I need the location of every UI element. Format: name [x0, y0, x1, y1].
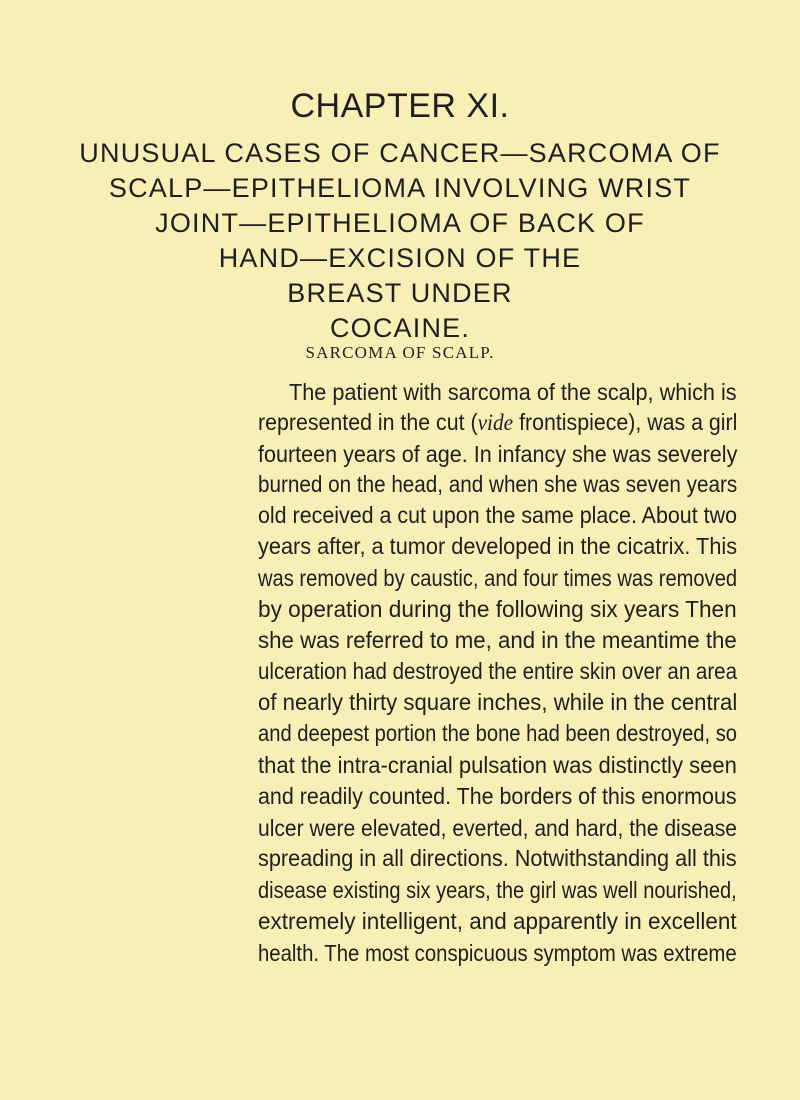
paragraph-line-8: by operation during the following six years Then	[258, 596, 737, 622]
section-title: SARCOMA OF SCALP.	[305, 343, 495, 362]
headline-line-5: BREAST UNDER	[287, 278, 513, 308]
paragraph-line-6: years after, a tumor developed in the cicatrix. This	[258, 533, 738, 559]
vide-italic-word: vide	[477, 410, 514, 435]
paragraph-line-15: ulcer were elevated, everted, and hard, the disease	[258, 815, 737, 841]
headline-line-1: UNUSUAL CASES OF CANCER—SARCOMA OF	[79, 138, 721, 168]
headline-line-2: SCALP—EPITHELIOMA INVOLVING WRIST	[108, 173, 692, 203]
paragraph-line-10: ulceration had destroyed the entire skin over an area	[258, 658, 737, 684]
paragraph-line-16: spreading in all directions. Notwithstanding all this	[258, 845, 737, 871]
paragraph-line-2-prefix: represented in the cut (	[258, 409, 478, 435]
paragraph-line-12: and deepest portion the bone had been destroyed, so	[258, 720, 738, 746]
paragraph-line-1: The patient with sarcoma of the scalp, which is	[289, 379, 737, 405]
chapter-title: CHAPTER XI.	[290, 87, 510, 125]
paragraph-line-7: was removed by caustic, and four times was removed	[258, 565, 738, 591]
headline-line-6: COCAINE.	[329, 313, 471, 343]
paragraph-line-9: she was referred to me, and in the meantime the	[258, 627, 737, 653]
paragraph-line-5: old received a cut upon the same place. About two	[258, 502, 737, 528]
paragraph-line-13: that the intra-cranial pulsation was distinctly seen	[258, 752, 737, 778]
headline-line-3: JOINT—EPITHELIOMA OF BACK OF	[155, 208, 645, 238]
paragraph-line-18: extremely intelligent, and apparently in excellent	[258, 908, 737, 934]
paragraph-line-4: burned on the head, and when she was seven years	[258, 471, 738, 497]
chapter-headline	[0, 136, 800, 346]
paragraph-line-17: disease existing six years, the girl was well nourished,	[258, 877, 737, 903]
paragraph-line-19: health. The most conspicuous symptom was extreme	[258, 940, 737, 966]
headline-line-4: HAND—EXCISION OF THE	[218, 243, 582, 273]
paragraph-line-14: and readily counted. The borders of this enormous	[258, 783, 737, 809]
paragraph-line-3: fourteen years of age. In infancy she was severely	[258, 441, 738, 467]
paragraph-line-2-suffix: frontispiece), was a girl	[513, 409, 738, 435]
paragraph-line-11: of nearly thirty square inches, while in the central	[258, 689, 738, 715]
paragraph-line-2	[258, 408, 737, 437]
